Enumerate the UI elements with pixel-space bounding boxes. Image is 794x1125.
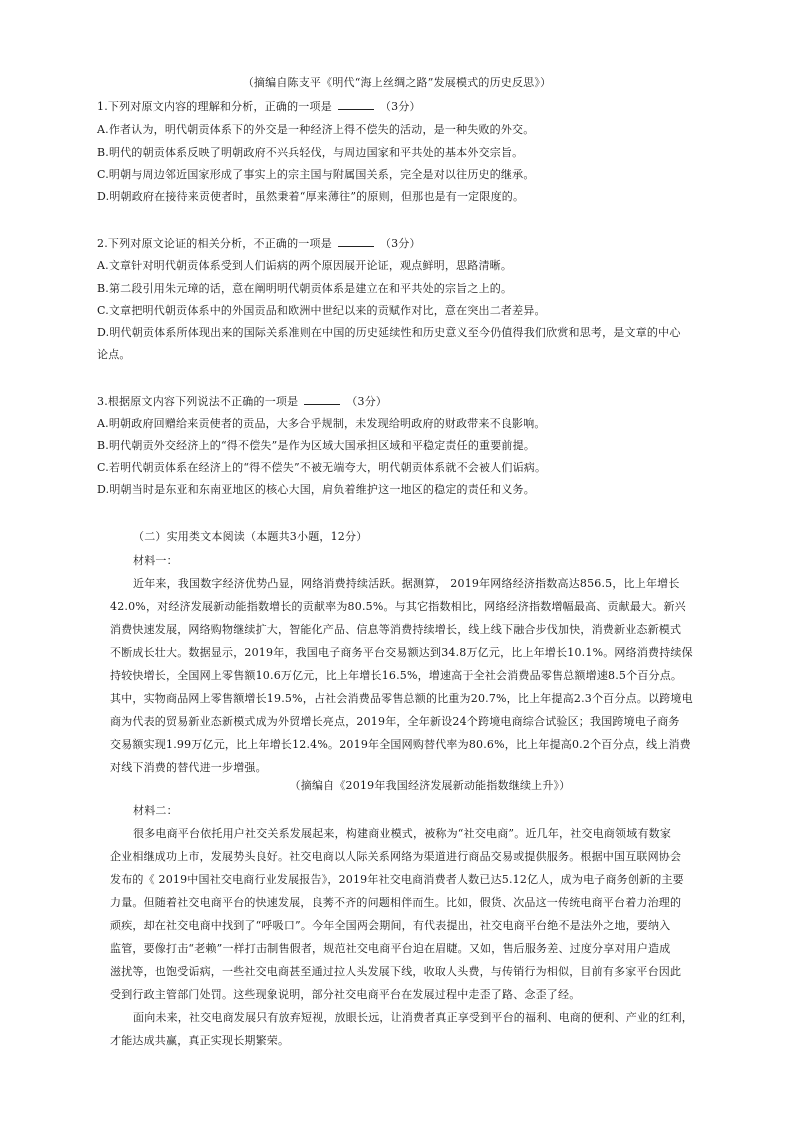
q3-option-b: B.明代朝贡外交经济上的“得不偿失”是作为区域大国承担区域和平稳定责任的重要前提。 — [97, 439, 536, 452]
material-1-label: 材料一： — [133, 554, 178, 567]
material-1-line: 持较快增长，全国网上零售额10.6万亿元，比上年增长16.5%，增速高于全社会消费品零售总额增速8.5个百分点。 — [110, 669, 683, 682]
material-2-line: 企业相继成功上市，发展势头良好。社交电商以人际关系网络为渠道进行商品交易或提供服务。根据中国互联网协会 — [110, 850, 682, 863]
q2-option-c: C.文章把明代朝贡体系中的外国贡品和欧洲中世纪以来的贡赋作对比，意在突出二者差异。 — [97, 304, 546, 317]
q3-option-d: D.明朝当时是东亚和东南亚地区的核心大国，肩负着维护这一地区的稳定的责任和义务。 — [97, 483, 535, 496]
q1-option-a: A.作者认为，明代朝贡体系下的外交是一种经济上得不偿失的活动，是一种失败的外交。 — [97, 123, 535, 136]
q2-option-d: D.明代朝贡体系所体现出来的国际关系准则在中国的历史延续性和历史意义至今仍值得我们欣赏和思考，是文章的中心 — [97, 326, 681, 339]
material-1-line: 交易额实现1.99万亿元，比上年增长12.4%。2019年全国网购替代率为80.6%，比上年提高0.2个百分点，线上消费 — [110, 738, 691, 751]
answer-blank-2 — [338, 236, 374, 247]
question-1-text: 1.下列对原文内容的理解和分析，正确的一项是 — [97, 100, 332, 113]
material-1-line: 近年来，我国数字经济优势凸显，网络消费持续活跃。据测算， 2019年网络经济指数高达856.5，比上年增长 — [133, 577, 680, 590]
material-2-line: 才能达成共赢，真正实现长期繁荣。 — [110, 1034, 290, 1047]
q3-option-c: C.若明代朝贡体系在经济上的“得不偿失”不被无端夸大，明代朝贡体系就不会被人们诟病。 — [97, 461, 547, 474]
question-3-score: （3分） — [346, 395, 388, 408]
q3-option-a: A.明朝政府回赠给来贡使者的贡品，大多合乎规制，未发现给明政府的财政带来不良影响。 — [97, 417, 546, 430]
material-2-line: 力量。但随着社交电商平台的快速发展，良莠不齐的问题相伴而生。比如，假货、次品这一传统电商平台着力治理的 — [110, 896, 682, 909]
material-2-label: 材料二： — [133, 804, 178, 817]
question-1-score: （3分） — [379, 100, 421, 113]
q1-option-d: D.明朝政府在接待来贡使者时，虽然秉着“厚来薄往”的原则，但那也是有一定限度的。 — [97, 190, 525, 203]
material-2-line: 面向未来，社交电商发展只有放弃短视，放眼长远，让消费者真正享受到平台的福利、电商的便利、产业的红利， — [133, 1011, 693, 1024]
question-2-text: 2.下列对原文论证的相关分析，不正确的一项是 — [97, 237, 332, 250]
q2-option-a: A.文章针对明代朝贡体系受到人们诟病的两个原因展开论证，观点鲜明，思路清晰。 — [97, 259, 513, 272]
material-2-line: 受到行政主管部门处罚。这些现象说明，部分社交电商平台在发展过程中走歪了路、念歪了经。 — [110, 988, 581, 1001]
question-2-score: （3分） — [379, 237, 421, 250]
question-2-stem — [97, 236, 421, 252]
material-1-line: 不断成长壮大。数据显示，2019年，我国电子商务平台交易额达到34.8万亿元，比上年增长10.1%。网络消费持续保 — [110, 646, 693, 659]
material-1-line: 商为代表的贸易新业态新模式成为外贸增长亮点，2019年，全年新设24个跨境电商综合试验区；我国跨境电子商务 — [110, 715, 680, 728]
q1-option-c: C.明朝与周边邻近国家形成了事实上的宗主国与附属国关系，完全是对以往历史的继承。 — [97, 168, 535, 181]
material-2-line: 发布的《 2019中国社交电商行业发展报告》，2019年社交电商消费者人数已达5.12亿人，成为电子商务创新的主要 — [110, 873, 684, 886]
source-citation-2: （摘编自《2019年我国经济发展新动能指数继续上升》） — [289, 779, 571, 792]
material-1-line: 其中，实物商品网上零售额增长19.5%，占社会消费品零售总额的比重为20.7%，比上年提高2.3个百分点。以跨境电 — [110, 692, 693, 705]
question-1-stem — [97, 99, 421, 115]
answer-blank-3 — [304, 394, 340, 405]
material-2-line: 监管，要像打击“老赖”一样打击制售假者，规范社交电商平台迫在眉睫。又如，售后服务差、过度分享对用户造成 — [110, 942, 671, 955]
section-2-heading: （二）实用类文本阅读（本题共3小题，12分） — [133, 530, 368, 543]
q2-option-b: B.第二段引用朱元璋的话，意在阐明明代朝贡体系是建立在和平共处的宗旨之上的。 — [97, 282, 513, 295]
material-2-line: 顽疾，却在社交电商中找到了“呼吸口”。今年全国两会期间，有代表提出，社交电商平台绝不是法外之地，要纳入 — [110, 919, 671, 932]
q2-option-d-continued: 论点。 — [97, 348, 131, 361]
source-citation-1: （摘编自陈支平《明代“海上丝绸之路”发展模式的历史反思》） — [242, 76, 552, 89]
material-2-line: 很多电商平台依托用户社交关系发展起来，构建商业模式，被称为“社交电商”。近几年，社交电商领域有数家 — [133, 827, 672, 840]
material-1-line: 消费快速发展，网络购物继续扩大，智能化产品、信息等消费持续增长，线上线下融合步伐加快，消费新业态新模式 — [110, 623, 682, 636]
material-1-line: 对线下消费的替代进一步增强。 — [110, 761, 267, 774]
material-1-line: 42.0%，对经济发展新动能指数增长的贡献率为80.5%。与其它指数相比，网络经济指数增幅最高、贡献最大。新兴 — [110, 600, 686, 613]
q1-option-b: B.明代的朝贡体系反映了明朝政府不兴兵轻伐，与周边国家和平共处的基本外交宗旨。 — [97, 146, 524, 159]
question-3-text: 3.根据原文内容下列说法不正确的一项是 — [97, 395, 299, 408]
answer-blank-1 — [338, 99, 374, 110]
question-3-stem — [97, 394, 387, 410]
material-2-line: 滋扰等，也饱受诟病，一些社交电商甚至通过拉人头发展下线，收取人头费，与传销行为相似，目前有多家平台因此 — [110, 965, 682, 978]
